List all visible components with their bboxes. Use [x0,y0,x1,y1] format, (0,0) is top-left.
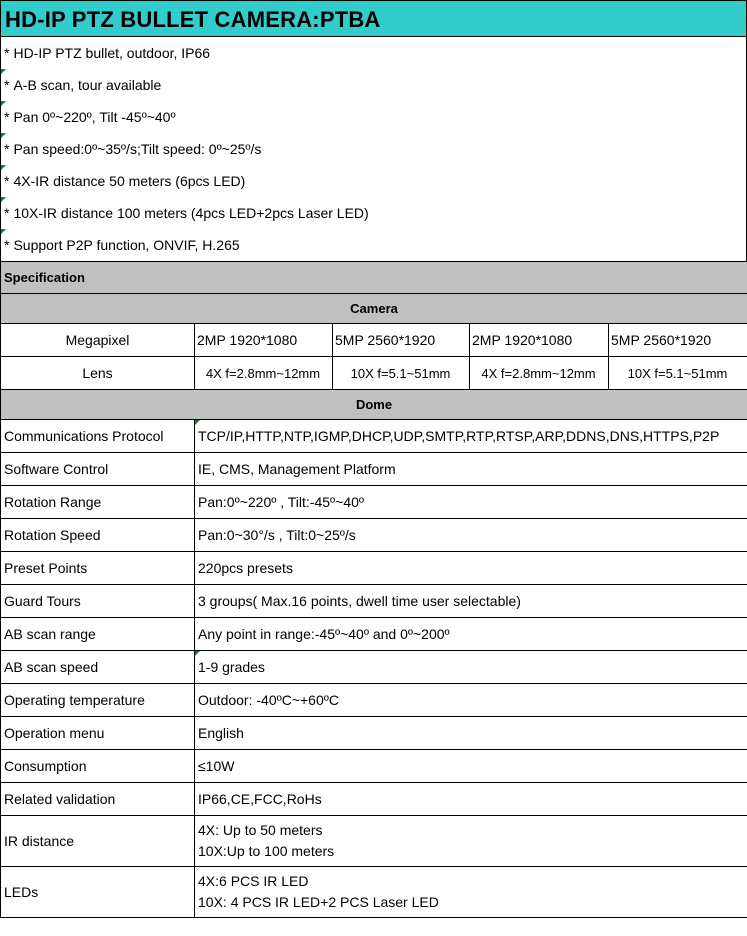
megapixel-label: Megapixel [1,324,195,357]
property-label: Communications Protocol [1,420,195,453]
dome-heading-row [1,390,747,420]
property-label: AB scan speed [1,651,195,684]
leds-line: 4X:6 PCS IR LED [198,873,309,889]
property-value [195,651,747,684]
table-row [1,618,747,651]
table-row [1,783,747,816]
property-label: Operation menu [1,717,195,750]
bullet-marker: * [4,173,10,189]
property-label: Related validation [1,783,195,816]
leds-line: 10X: 4 PCS IR LED+2 PCS Laser LED [198,894,439,910]
lens-value: 10X f=5.1~51mm [609,357,747,390]
spec-table [0,261,747,918]
leds-value [195,867,747,918]
spec-heading: Specification [1,262,747,294]
cell-marker-icon [1,69,6,74]
feature-item [1,69,746,101]
table-row [1,750,747,783]
cell-marker-icon [1,133,6,138]
property-value: Pan:0~30°/s , Tilt:0~25º/s [195,519,747,552]
property-value: Pan:0º~220º , Tilt:-45º~40º [195,486,747,519]
bullet-marker: * [4,45,10,61]
feature-item [1,197,746,229]
ir-distance-label: IR distance [1,816,195,867]
spec-heading-row [1,262,747,294]
property-value: 220pcs presets [195,552,747,585]
property-value: Outdoor: -40ºC~+60ºC [195,684,747,717]
property-value [195,420,747,453]
table-row [1,519,747,552]
lens-value: 10X f=5.1~51mm [333,357,470,390]
property-label: AB scan range [1,618,195,651]
table-row [1,684,747,717]
table-row [1,552,747,585]
lens-value: 4X f=2.8mm~12mm [195,357,333,390]
cell-marker-icon [195,651,200,656]
page-title: HD-IP PTZ BULLET CAMERA:PTBA [0,0,747,37]
property-label: Guard Tours [1,585,195,618]
cell-marker-icon [1,165,6,170]
feature-item [1,165,746,197]
property-text: TCP/IP,HTTP,NTP,IGMP,DHCP,UDP,SMTP,RTP,RTSP,ARP,DDNS,DNS,HTTPS,P2P [198,428,720,444]
dome-heading: Dome [1,390,747,420]
cell-marker-icon [1,101,6,106]
feature-text: Pan speed:0º~35º/s;Tilt speed: 0º~25º/s [13,141,262,157]
cell-marker-icon [1,197,6,202]
property-value: Any point in range:-45º~40º and 0º~200º [195,618,747,651]
property-text: 1-9 grades [198,659,265,675]
table-row [1,453,747,486]
lens-label: Lens [1,357,195,390]
bullet-marker: * [4,141,10,157]
table-row [1,816,747,867]
bullet-marker: * [4,77,10,93]
feature-item [1,229,746,261]
property-label: Consumption [1,750,195,783]
feature-item [1,37,746,69]
feature-text: A-B scan, tour available [13,77,162,93]
table-row [1,585,747,618]
cell-marker-icon [1,229,6,234]
lens-value: 4X f=2.8mm~12mm [470,357,609,390]
feature-item [1,133,746,165]
feature-list [0,37,747,261]
megapixel-value: 5MP 2560*1920 [609,324,747,357]
leds-label: LEDs [1,867,195,918]
feature-text: HD-IP PTZ bullet, outdoor, IP66 [13,45,211,61]
bullet-marker: * [4,205,10,221]
ir-distance-value [195,816,747,867]
megapixel-value: 5MP 2560*1920 [333,324,470,357]
property-label: Software Control [1,453,195,486]
lens-row [1,357,747,390]
table-row [1,867,747,918]
property-label: Operating temperature [1,684,195,717]
megapixel-value: 2MP 1920*1080 [195,324,333,357]
property-value: ≤10W [195,750,747,783]
property-label: Rotation Range [1,486,195,519]
property-label: Rotation Speed [1,519,195,552]
feature-text: Support P2P function, ONVIF, H.265 [13,237,240,253]
property-value: 3 groups( Max.16 points, dwell time user selectable) [195,585,747,618]
megapixel-value: 2MP 1920*1080 [470,324,609,357]
feature-text: 4X-IR distance 50 meters (6pcs LED) [13,173,246,189]
property-value: IE, CMS, Management Platform [195,453,747,486]
feature-text: Pan 0º~220º, Tilt -45º~40º [13,109,176,125]
megapixel-row [1,324,747,357]
table-row [1,420,747,453]
camera-heading: Camera [1,294,747,324]
bullet-marker: * [4,109,10,125]
feature-item [1,101,746,133]
table-row [1,717,747,750]
camera-heading-row [1,294,747,324]
property-value: English [195,717,747,750]
ir-distance-line: 4X: Up to 50 meters [198,822,323,838]
cell-marker-icon [195,420,200,425]
property-label: Preset Points [1,552,195,585]
property-value: IP66,CE,FCC,RoHs [195,783,747,816]
table-row [1,651,747,684]
feature-text: 10X-IR distance 100 meters (4pcs LED+2pcs Laser LED) [13,205,369,221]
table-row [1,486,747,519]
bullet-marker: * [4,237,10,253]
ir-distance-line: 10X:Up to 100 meters [198,843,335,859]
